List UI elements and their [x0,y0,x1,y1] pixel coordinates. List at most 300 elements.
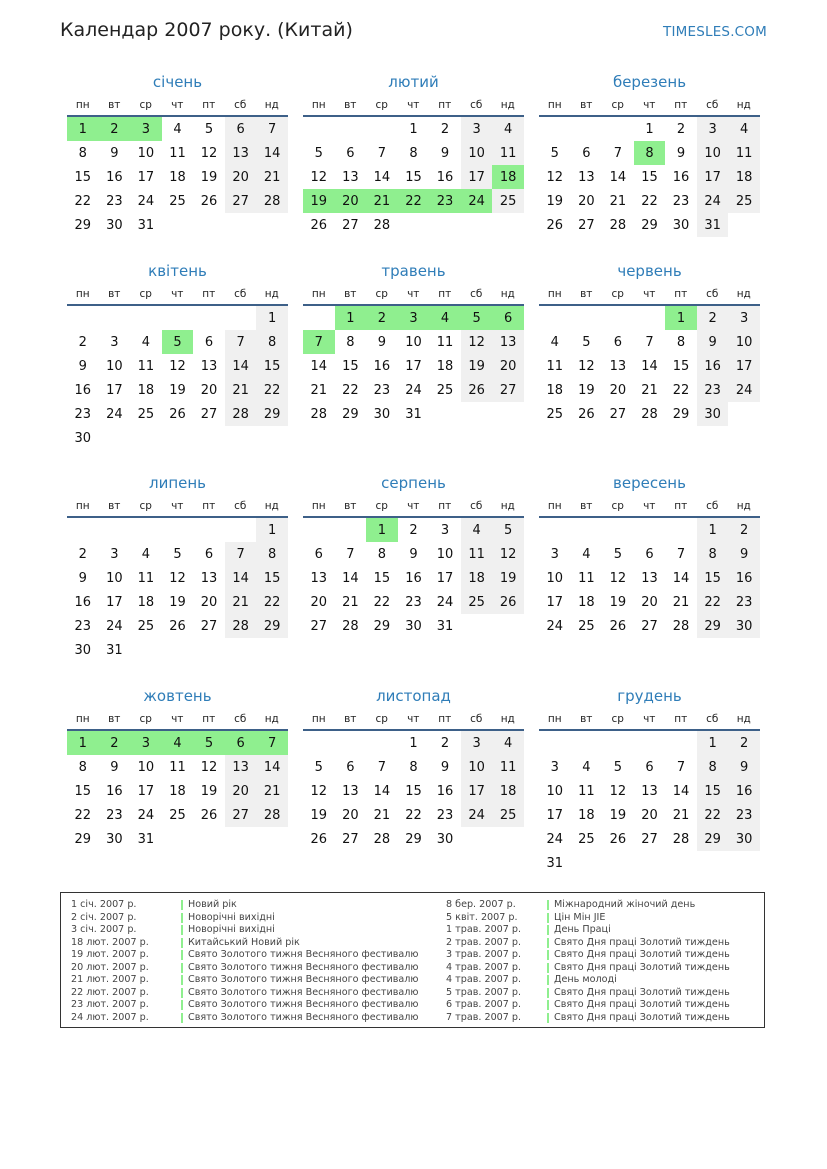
day-cell: 10 [546,783,564,799]
day-cell: 10 [728,330,760,354]
day-cell: 30 [436,831,454,847]
day-cell: 17 [461,779,493,803]
day-cell: 9 [697,330,729,354]
day-cell: 10 [137,145,155,161]
month-calendar [539,471,760,638]
day-cell: 7 [676,546,686,562]
day-cell: 15 [74,169,92,185]
day-cell: 18 [728,165,760,189]
holiday-name: Свято Дня праці Золотий тиждень [554,986,730,998]
holiday-day-cell: 3 [398,306,430,330]
legend-row [71,949,431,962]
day-cell: 27 [200,618,218,634]
weekday-label: пт [202,712,216,725]
holiday-name: Свято Золотого тижня Весняного фестивалю [188,986,419,998]
day-grid [303,306,524,426]
empty-day-cell [571,518,603,542]
day-cell: 24 [137,807,155,823]
day-cell: 15 [256,566,288,590]
weekday-label: нд [736,499,751,512]
day-cell: 18 [169,169,186,185]
holiday-name: Новий рік [188,899,237,910]
weekday-label: пн [311,98,326,111]
weekday-label: чт [643,712,656,725]
day-cell: 13 [225,141,257,165]
day-cell: 10 [137,759,155,775]
day-grid [67,306,288,450]
day-cell: 20 [310,594,328,610]
day-cell: 12 [461,330,493,354]
day-cell: 26 [169,618,186,634]
day-cell: 24 [106,618,123,634]
day-cell: 27 [609,406,627,422]
weekday-label: ср [611,712,624,725]
month-calendar [67,471,288,662]
month-name: серпень [381,474,446,492]
day-cell: 21 [256,779,288,803]
day-cell: 12 [310,169,328,185]
day-cell: 3 [440,522,450,538]
holiday-date: 20 лют. 2007 р. [71,961,149,973]
day-cell: 27 [200,406,218,422]
weekday-label: нд [264,98,279,111]
holiday-name: Міжнародний жіночий день [554,899,696,910]
day-cell: 14 [225,566,257,590]
day-cell: 19 [169,594,186,610]
weekday-label: пт [202,98,216,111]
holiday-name: Свято Золотого тижня Весняного фестивалю [188,961,419,973]
day-cell: 12 [169,570,186,586]
day-cell: 13 [342,783,359,799]
day-cell: 16 [106,169,123,185]
holiday-name: Свято Золотого тижня Весняного фестивалю [188,974,419,985]
day-cell: 30 [74,642,92,658]
day-cell: 23 [697,378,729,402]
holiday-marker [181,925,183,935]
legend-row [71,999,431,1012]
day-grid [303,117,524,237]
day-cell: 11 [578,570,595,586]
day-cell: 17 [137,783,155,799]
day-cell: 20 [225,165,257,189]
weekday-label: ср [139,499,152,512]
day-cell: 2 [728,518,760,542]
legend-row [446,962,756,975]
legend-row [446,949,756,962]
day-cell: 23 [405,594,422,610]
day-cell: 30 [106,217,123,233]
day-cell: 23 [74,618,92,634]
day-cell: 8 [78,759,87,775]
weekday-label: ср [611,287,624,300]
day-cell: 19 [546,193,564,209]
day-cell: 31 [137,831,155,847]
day-cell: 23 [106,193,123,209]
holiday-day-cell: 7 [256,731,288,755]
day-cell: 22 [697,803,729,827]
day-cell: 19 [461,354,493,378]
holiday-day-cell: 1 [366,518,398,542]
weekday-header [539,495,760,516]
day-cell: 19 [200,783,218,799]
day-cell: 15 [672,358,690,374]
day-cell: 27 [641,831,658,847]
day-cell: 15 [405,783,422,799]
day-cell: 25 [728,189,760,213]
weekday-label: вт [108,287,121,300]
day-cell: 15 [697,779,729,803]
weekday-label: нд [736,98,751,111]
day-cell: 16 [106,783,123,799]
weekday-label: чт [643,499,656,512]
day-cell: 22 [373,594,391,610]
holiday-marker [181,900,183,910]
empty-day-cell [162,518,194,542]
day-cell: 22 [74,807,92,823]
day-cell: 5 [550,145,559,161]
day-cell: 7 [225,542,257,566]
holiday-date: 2 січ. 2007 р. [71,911,137,923]
day-cell: 14 [672,783,690,799]
day-cell: 16 [436,169,454,185]
day-cell: 24 [436,594,454,610]
empty-day-cell [539,731,571,755]
weekday-label: ср [139,98,152,111]
legend-row [446,974,756,987]
day-cell: 8 [676,334,686,350]
day-cell: 20 [609,382,627,398]
day-cell: 21 [342,594,359,610]
day-cell: 5 [204,121,214,137]
day-cell: 8 [256,542,288,566]
day-cell: 22 [74,193,92,209]
day-cell: 1 [409,735,418,751]
weekday-label: пн [75,499,90,512]
day-cell: 28 [310,406,328,422]
day-cell: 26 [546,217,564,233]
day-cell: 27 [492,378,524,402]
legend-column-left [71,899,431,1024]
day-cell: 15 [405,169,422,185]
day-cell: 2 [697,306,729,330]
legend-row [71,1012,431,1025]
empty-day-cell [99,518,131,542]
holiday-marker [181,988,183,998]
weekday-label: сб [706,499,719,512]
month-name: листопад [376,687,451,705]
legend-row [71,937,431,950]
empty-day-cell [303,731,335,755]
day-cell: 13 [225,755,257,779]
holiday-marker [547,975,549,985]
weekday-label: чт [643,98,656,111]
day-cell: 25 [461,590,493,614]
day-cell: 14 [342,570,359,586]
day-cell: 4 [492,117,524,141]
day-cell: 28 [225,614,257,638]
day-cell: 4 [492,731,524,755]
holiday-marker [547,938,549,948]
empty-day-cell [193,306,225,330]
day-cell: 29 [256,614,288,638]
day-cell: 20 [200,594,218,610]
day-cell: 11 [546,358,564,374]
holiday-day-cell: 1 [335,306,367,330]
day-cell: 20 [641,594,658,610]
weekday-label: сб [234,98,247,111]
weekday-label: чт [643,287,656,300]
weekday-label: чт [407,499,420,512]
day-grid [67,117,288,237]
month-name: березень [612,73,687,91]
weekday-label: сб [470,98,483,111]
day-cell: 27 [342,217,359,233]
weekday-label: нд [736,712,751,725]
day-cell: 20 [225,779,257,803]
day-cell: 17 [461,165,493,189]
holiday-date: 1 трав. 2007 р. [446,924,522,935]
day-cell: 3 [550,759,559,775]
holiday-name: Свято Дня праці Золотий тиждень [554,961,730,973]
holiday-name: Свято Дня праці Золотий тиждень [554,949,730,960]
holiday-name: Свято Золотого тижня Весняного фестивалю [188,949,419,960]
empty-day-cell [602,117,634,141]
holiday-date: 4 трав. 2007 р. [446,961,522,973]
day-cell: 5 [492,518,524,542]
day-cell: 25 [578,831,595,847]
month-calendar [67,70,288,237]
day-cell: 21 [225,378,257,402]
empty-day-cell [366,731,398,755]
holiday-date: 4 трав. 2007 р. [446,974,522,985]
day-cell: 22 [641,193,658,209]
empty-day-cell [602,731,634,755]
weekday-label: пн [547,98,562,111]
day-cell: 30 [728,614,760,638]
day-cell: 17 [405,358,422,374]
day-cell: 14 [641,358,658,374]
holiday-legend [60,892,765,1028]
weekday-label: ср [139,712,152,725]
month-name: лютий [388,73,439,91]
weekday-label: чт [407,712,420,725]
day-cell: 28 [225,402,257,426]
day-cell: 23 [106,807,123,823]
holiday-marker [547,913,549,923]
day-cell: 25 [137,618,155,634]
day-cell: 31 [697,213,729,237]
empty-day-cell [539,518,571,542]
day-cell: 21 [641,382,658,398]
weekday-label: нд [264,499,279,512]
day-cell: 27 [641,618,658,634]
day-cell: 11 [492,141,524,165]
day-cell: 21 [310,382,328,398]
legend-row [446,937,756,950]
day-cell: 30 [373,406,391,422]
day-cell: 13 [342,169,359,185]
day-cell: 9 [440,145,450,161]
holiday-day-cell: 1 [665,306,697,330]
weekday-header [303,708,524,729]
day-cell: 10 [697,141,729,165]
day-cell: 2 [440,735,450,751]
day-cell: 17 [546,594,564,610]
weekday-label: нд [736,287,751,300]
weekday-label: пн [75,98,90,111]
weekday-label: нд [500,287,515,300]
weekday-label: вт [344,98,357,111]
holiday-day-cell: 2 [366,306,398,330]
weekday-label: сб [706,287,719,300]
day-cell: 21 [225,590,257,614]
legend-row [446,912,756,925]
empty-day-cell [571,117,603,141]
weekday-label: сб [706,98,719,111]
day-cell: 29 [256,402,288,426]
weekday-label: ср [611,499,624,512]
day-cell: 8 [346,334,355,350]
day-cell: 25 [578,618,595,634]
day-cell: 31 [405,406,422,422]
holiday-date: 6 трав. 2007 р. [446,999,522,1010]
day-cell: 31 [137,217,155,233]
day-cell: 2 [409,522,418,538]
empty-day-cell [335,117,367,141]
holiday-marker [547,988,549,998]
day-cell: 10 [546,570,564,586]
weekday-label: чт [171,499,184,512]
empty-day-cell [602,306,634,330]
empty-day-cell [539,306,571,330]
day-cell: 4 [582,546,591,562]
weekday-label: нд [500,499,515,512]
day-cell: 6 [645,759,654,775]
day-cell: 5 [173,546,182,562]
day-cell: 14 [373,169,391,185]
weekday-label: пт [674,712,688,725]
day-cell: 28 [256,189,288,213]
day-cell: 6 [225,117,257,141]
day-cell: 16 [74,594,92,610]
holiday-date: 8 бер. 2007 р. [446,899,516,910]
holiday-day-cell: 19 [303,189,335,213]
day-cell: 22 [405,807,422,823]
day-cell: 7 [645,334,654,350]
day-cell: 26 [200,807,218,823]
day-cell: 11 [578,783,595,799]
day-cell: 4 [461,518,493,542]
day-cell: 10 [436,546,454,562]
day-cell: 5 [613,546,623,562]
day-cell: 9 [110,145,119,161]
day-cell: 17 [697,165,729,189]
month-name: липень [148,474,207,492]
holiday-date: 5 квіт. 2007 р. [446,911,518,923]
day-cell: 13 [200,570,218,586]
holiday-day-cell: 24 [461,189,493,213]
day-cell: 2 [78,334,87,350]
day-cell: 3 [550,546,559,562]
weekday-label: пт [438,499,452,512]
weekday-label: вт [344,287,357,300]
day-cell: 30 [672,217,690,233]
holiday-name: Китайський Новий рік [188,936,300,948]
day-cell: 6 [204,334,214,350]
day-cell: 14 [672,570,690,586]
day-cell: 14 [373,783,391,799]
day-grid [67,518,288,662]
day-cell: 26 [609,831,627,847]
day-cell: 9 [377,334,387,350]
day-cell: 9 [78,358,87,374]
day-cell: 3 [461,117,493,141]
day-cell: 18 [137,594,155,610]
day-cell: 11 [169,145,186,161]
day-cell: 26 [492,590,524,614]
empty-day-cell [130,518,162,542]
day-cell: 26 [310,217,328,233]
day-cell: 1 [256,518,288,542]
day-cell: 19 [310,807,328,823]
empty-day-cell [571,731,603,755]
day-cell: 5 [613,759,623,775]
day-cell: 28 [373,831,391,847]
holiday-date: 5 трав. 2007 р. [446,986,522,998]
day-cell: 19 [492,566,524,590]
holiday-day-cell: 1 [67,731,99,755]
day-grid [539,306,760,426]
holiday-day-cell: 5 [461,306,493,330]
holiday-day-cell: 18 [492,165,524,189]
day-cell: 10 [461,141,493,165]
weekday-label: сб [234,287,247,300]
day-cell: 8 [697,755,729,779]
day-cell: 11 [728,141,760,165]
weekday-label: ср [611,98,624,111]
day-cell: 3 [110,334,119,350]
day-cell: 13 [641,570,658,586]
day-cell: 27 [225,189,257,213]
day-cell: 18 [578,594,595,610]
day-cell: 5 [314,145,323,161]
month-name: вересень [613,474,686,492]
day-cell: 13 [310,570,328,586]
holiday-name: День молоді [554,974,617,985]
weekday-label: чт [171,712,184,725]
site-brand-link[interactable]: TIMESLES.COM [663,24,767,40]
day-cell: 18 [492,779,524,803]
holiday-day-cell: 4 [162,731,194,755]
day-cell: 19 [169,382,186,398]
day-cell: 15 [697,566,729,590]
day-cell: 10 [106,570,123,586]
day-cell: 21 [373,807,391,823]
weekday-label: нд [264,287,279,300]
day-cell: 20 [200,382,218,398]
day-cell: 26 [609,618,627,634]
day-cell: 4 [550,334,559,350]
day-cell: 9 [728,542,760,566]
day-cell: 19 [609,594,627,610]
weekday-label: пт [674,98,688,111]
holiday-day-cell: 3 [130,117,162,141]
day-cell: 25 [492,189,524,213]
day-cell: 29 [373,618,391,634]
weekday-label: пт [674,287,688,300]
weekday-label: чт [171,98,184,111]
empty-day-cell [130,306,162,330]
